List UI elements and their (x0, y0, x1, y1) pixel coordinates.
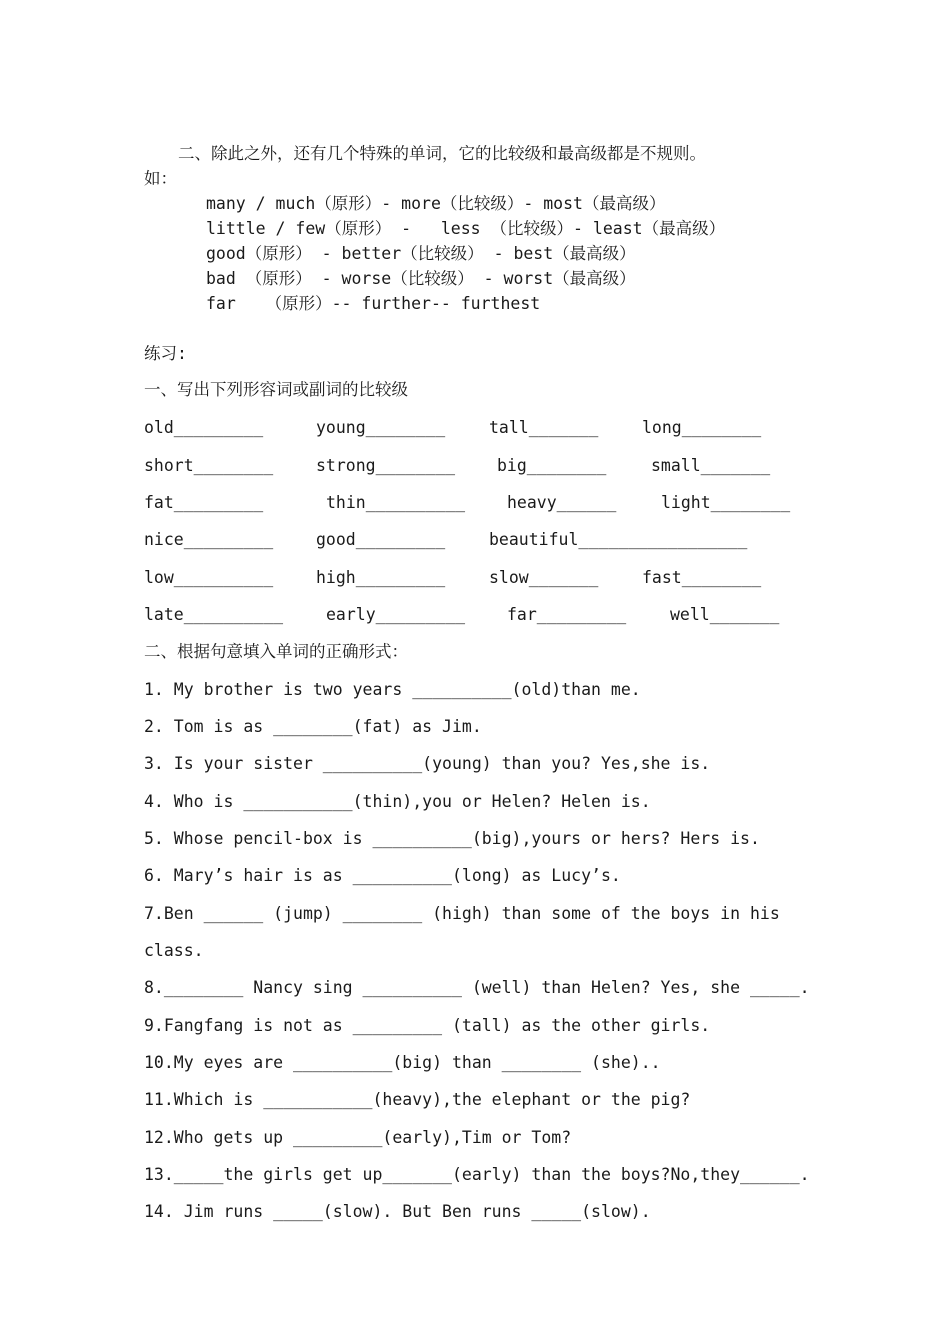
irregular-example: little / few（原形） - less （比较级）- least（最高级） (206, 219, 726, 238)
word-blank: strong________ (316, 456, 456, 475)
section-1-title: 一、写出下列形容词或副词的比较级 (144, 380, 408, 399)
word-blank: old_________ (144, 418, 264, 437)
sentence-item: 8.________ Nancy sing __________ (well) than Helen? Yes, she _____. (144, 978, 810, 997)
irregular-example: good（原形） - better（比较级） - best（最高级） (206, 244, 636, 263)
sentence-item: 12.Who gets up _________(early),Tim or Tom? (144, 1128, 572, 1147)
word-blank: young________ (316, 418, 446, 437)
word-blank: late__________ (144, 605, 284, 624)
word-blank: far_________ (507, 605, 627, 624)
word-blank: slow_______ (489, 568, 599, 587)
sentence-item: 10.My eyes are __________(big) than ________ (she).. (144, 1053, 661, 1072)
sentence-item: 14. Jim runs _____(slow). But Ben runs _____(slow). (144, 1202, 651, 1221)
section-2-title: 二、根据句意填入单词的正确形式： (144, 642, 408, 661)
word-blank: nice_________ (144, 530, 274, 549)
irregular-example: far （原形）-- further-- furthest (206, 294, 541, 313)
irregular-example: many / much（原形）- more（比较级）- most（最高级） (206, 194, 666, 213)
word-blank: small_______ (651, 456, 771, 475)
word-blank: heavy______ (507, 493, 617, 512)
word-blank: low__________ (144, 568, 274, 587)
word-blank: big________ (497, 456, 607, 475)
word-blank: well_______ (670, 605, 780, 624)
word-blank: thin__________ (326, 493, 466, 512)
sentence-item: 13._____the girls get up_______(early) than the boys?No,they______. (144, 1165, 810, 1184)
sentence-item: 1. My brother is two years __________(old)than me. (144, 680, 641, 699)
sentence-item: 11.Which is ___________(heavy),the elephant or the pig? (144, 1090, 691, 1109)
word-blank: long________ (642, 418, 762, 437)
word-blank: early_________ (326, 605, 466, 624)
sentence-item: 5. Whose pencil-box is __________(big),yours or hers? Hers is. (144, 829, 760, 848)
sentence-item: 2. Tom is as ________(fat) as Jim. (144, 717, 482, 736)
intro-line-1: 二、除此之外，还有几个特殊的单词，它的比较级和最高级都是不规则。 (178, 144, 706, 163)
intro-line-2: 如： (144, 169, 177, 188)
word-blank: fat_________ (144, 493, 264, 512)
sentence-item: 6. Mary’s hair is as __________(long) as Lucy’s. (144, 866, 621, 885)
practice-label: 练习: (144, 344, 187, 363)
sentence-item: 3. Is your sister __________(young) than you? Yes,she is. (144, 754, 711, 773)
word-blank: high_________ (316, 568, 446, 587)
word-blank: short________ (144, 456, 274, 475)
word-blank: fast________ (642, 568, 762, 587)
word-blank: tall_______ (489, 418, 599, 437)
sentence-item: 9.Fangfang is not as _________ (tall) as the other girls. (144, 1016, 711, 1035)
irregular-example: bad （原形） - worse（比较级） - worst（最高级） (206, 269, 636, 288)
word-blank: beautiful_________________ (489, 530, 748, 549)
sentence-item: 4. Who is ___________(thin),you or Helen? Helen is. (144, 792, 651, 811)
sentence-item: class. (144, 941, 204, 960)
sentence-item: 7.Ben ______ (jump) ________ (high) than some of the boys in his (144, 904, 780, 923)
word-blank: good_________ (316, 530, 446, 549)
word-blank: light________ (661, 493, 791, 512)
